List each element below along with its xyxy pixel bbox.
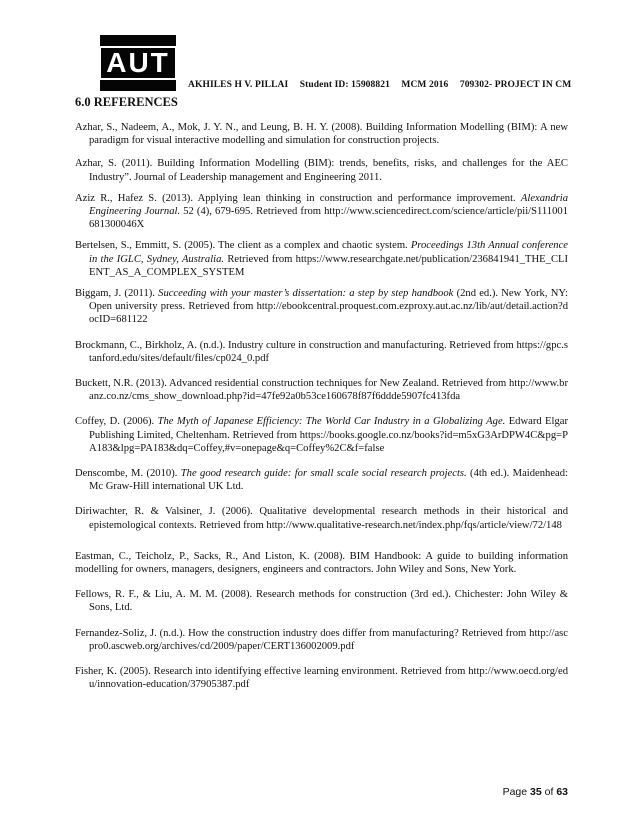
- reference-item: Fernandez-Soliz, J. (n.d.). How the construction industry does differ from manufacturing? Retrieved from http://ascpro0.ascweb.org/archives/cd/2009/paper/CERT136002009.pdf: [75, 627, 568, 652]
- reference-item: Denscombe, M. (2010). The good research guide: for small scale social research projects. (4th ed.). Maidenhead: Mc Graw-Hill international UK Ltd.: [75, 468, 568, 493]
- reference-item: Biggam, J. (2011). Succeeding with your master’s dissertation: a step by step handbook (2nd ed.). New York, NY: Open university press. Retrieved from http://ebookcentral.proquest.com.ezproxy.aut.ac.nz/lib/aut/detail.action?docID=681122: [75, 288, 568, 326]
- reference-item: Coffey, D. (2006). The Myth of Japanese Efficiency: The World Car Industry in a Globalizing Age. Edward Elgar Publishing Limited, Cheltenham. Retrieved from https://books.google.co.nz/books?id=m5xG3ArDPW4C&pg=PA183&lpg=PA183&dq=Coffey,#v=onepage&q=Coffey%2C&f=false: [75, 416, 569, 454]
- page-number: Page 35 of 63: [502, 786, 568, 798]
- header-project: 709302- PROJECT IN CM: [459, 80, 572, 90]
- reference-item: Brockmann, C., Birkholz, A. (n.d.). Industry culture in construction and manufacturing. Retrieved from https://gpc.stanford.edu/sites/default/files/cp024_0.pdf: [75, 339, 568, 364]
- logo-text: AUT: [99, 46, 177, 80]
- header-author: AKHILES H V. PILLAI: [188, 80, 289, 90]
- aut-logo: [100, 35, 176, 91]
- running-header: [188, 80, 580, 90]
- section-title: 6.0 REFERENCES: [75, 95, 178, 109]
- reference-item: Buckett, N.R. (2013). Advanced residential construction techniques for New Zealand. Retrieved from http://www.branz.co.nz/cms_show_download.php?id=47fe92a0b53ce160678f87f6ddde5907fc413fda: [75, 378, 568, 403]
- reference-item: Aziz R., Hafez S. (2013). Applying lean thinking in construction and performance improvement. Alexandria Engineering Journal. 52 (4), 679-695. Retrieved from http://www.sciencedirect.com/science/article/pii/S111001681300046X: [75, 192, 568, 231]
- header-student-id: Student ID: 15908821: [299, 80, 390, 90]
- reference-item: Diriwachter, R. & Valsiner, J. (2006). Qualitative developmental research methods in their historical and epistemological contexts. Retrieved from http://www.qualitative-research.net/index.php/fqs/article/view/72/148: [75, 506, 568, 531]
- header-course: MCM 2016: [401, 80, 449, 90]
- reference-item: Azhar, S., Nadeem, A., Mok, J. Y. N., and Leung, B. H. Y. (2008). Building Information Modelling (BIM): A new paradigm for visual interactive modelling and simulation for construction projects.: [75, 122, 568, 147]
- reference-item: Bertelsen, S., Emmitt, S. (2005). The client as a complex and chaotic system. Proceedings 13th Annual conference in the IGLC, Sydney, Australia. Retrieved from https://www.researchgate.net/publication/236841941_THE_CLIENT_AS_A_COMPLEX_SYSTEM: [75, 240, 569, 278]
- reference-item: Eastman, C., Teicholz, P., Sacks, R., And Liston, K. (2008). BIM Handbook: A guide to building information modelling for owners, managers, designers, engineers and contractors. John Wiley and Sons, New York.: [75, 550, 568, 576]
- reference-item: Azhar, S. (2011). Building Information Modelling (BIM): trends, benefits, risks, and challenges for the AEC Industry”. Journal of Leadership management and Engineering 2011.: [75, 158, 568, 183]
- reference-item: Fisher, K. (2005). Research into identifying effective learning environment. Retrieved from http://www.oecd.org/edu/innovation-education/37905387.pdf: [75, 666, 568, 691]
- reference-list: [75, 121, 568, 692]
- reference-item: Fellows, R. F., & Liu, A. M. M. (2008). Research methods for construction (3rd ed.). Chichester: John Wiley & Sons, Ltd.: [75, 589, 568, 614]
